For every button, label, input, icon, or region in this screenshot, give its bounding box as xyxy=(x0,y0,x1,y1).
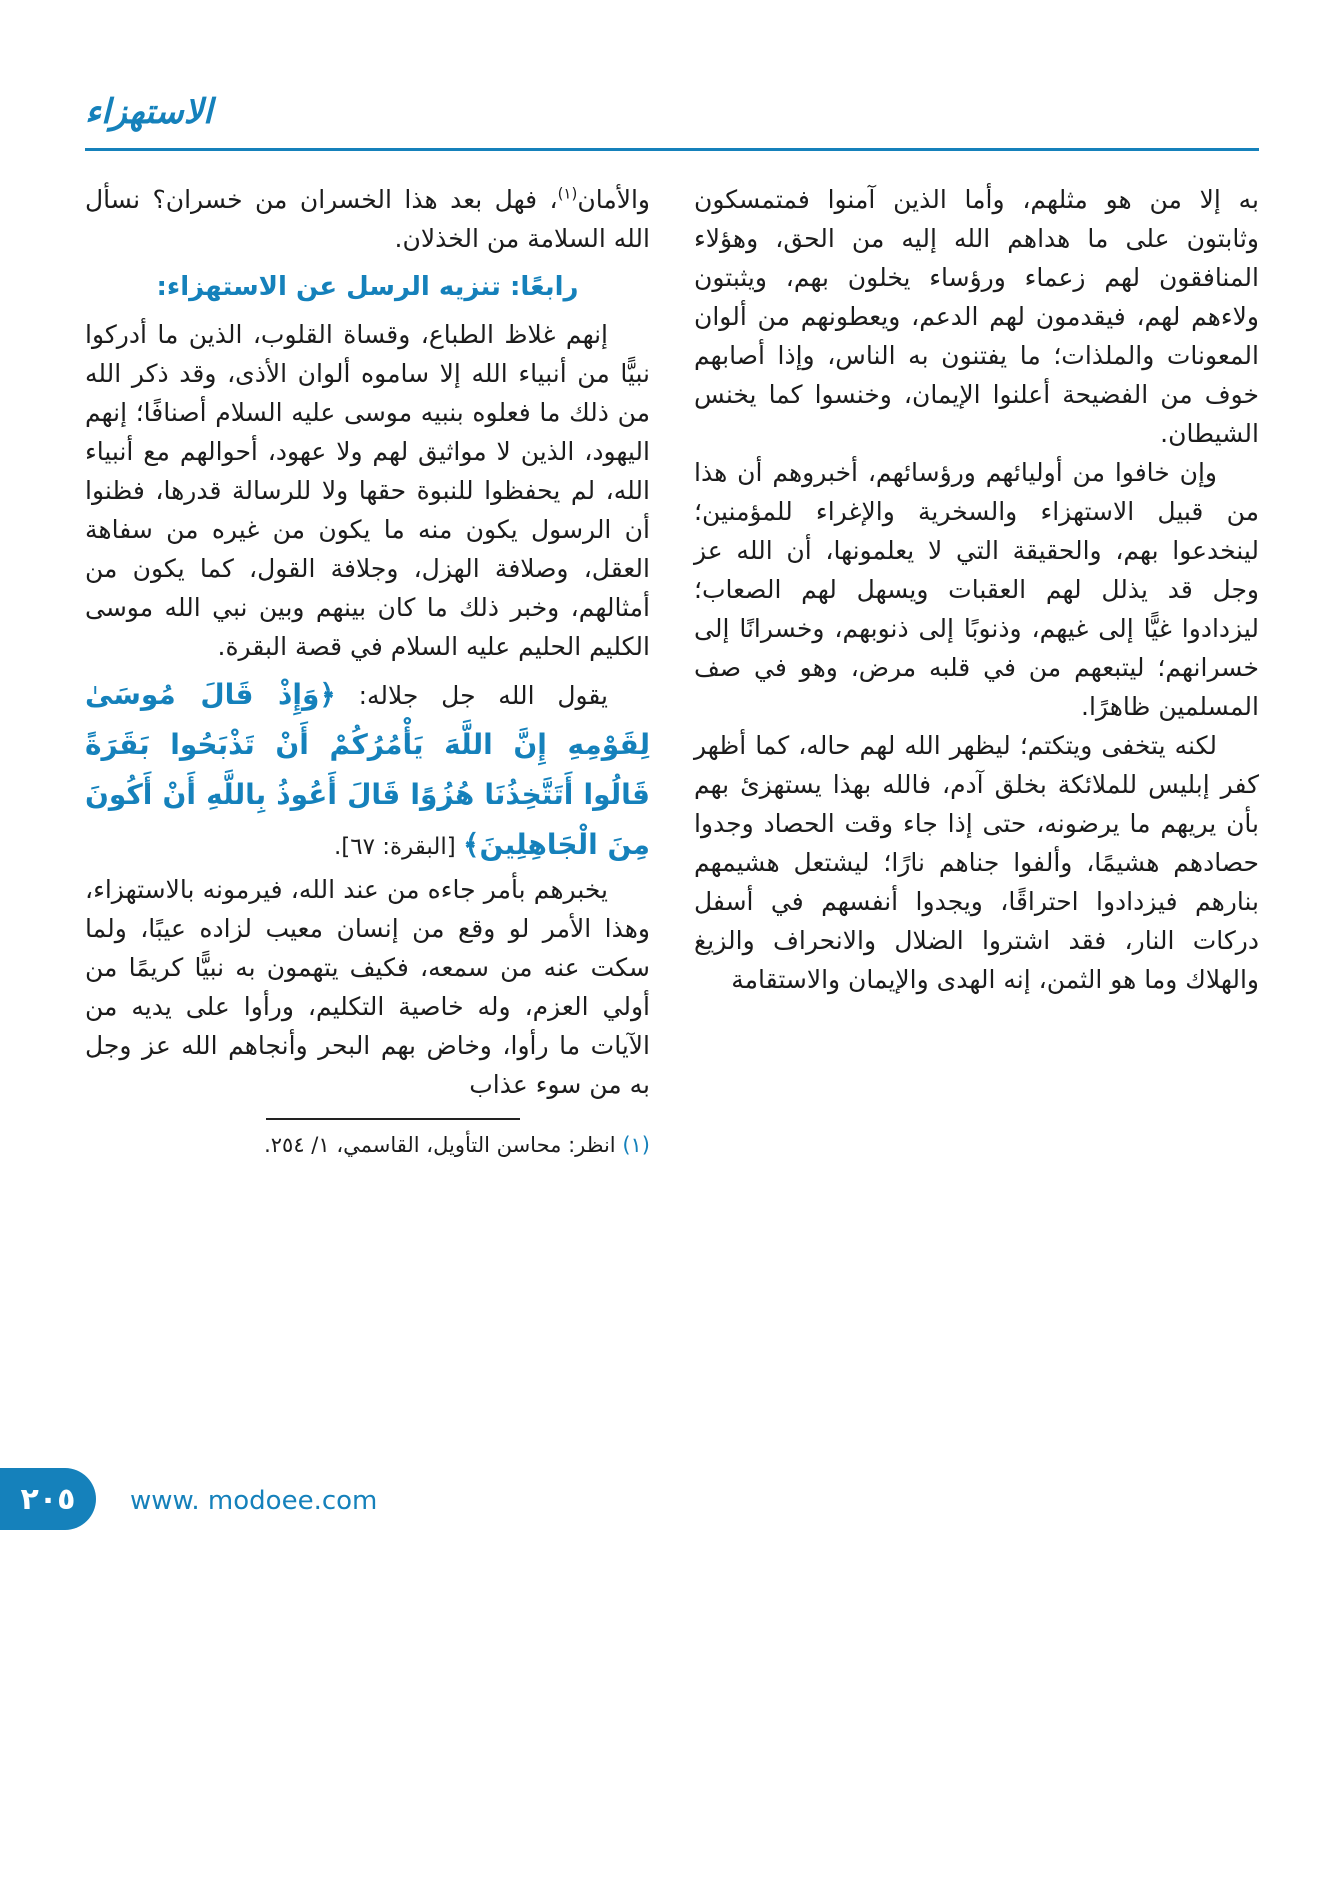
verse-intro: يقول الله جل جلاله: xyxy=(335,681,608,710)
left-paragraph-3: يخبرهم بأمر جاءه من عند الله، فيرمونه بالاستهزاء، وهذا الأمر لو وقع من إنسان معيب لزاده عيبًا، ولما سكت عنه من سمعه، فكيف يتهمون به نبيًّا كريمًا من أولي العزم، وله خاصية التكليم، ورأوا على يديه من الآيات ما رأوا، وخاض بهم البحر وأنجاهم الله عز وجل به من سوء عذاب xyxy=(85,875,650,1099)
quran-verse-text: ﴿وَإِذْ قَالَ مُوسَىٰ لِقَوْمِهِ إِنَّ اللَّهَ يَأْمُرُكُمْ أَنْ تَذْبَحُوا بَقَرَةً قَالُوا أَتَتَّخِذُنَا هُزُوًا قَالَ أَعُوذُ بِاللَّهِ أَنْ أَكُونَ مِنَ الْجَاهِلِينَ﴾ xyxy=(85,678,650,861)
left-paragraph-1-start: والأمان xyxy=(577,185,650,214)
column-left xyxy=(85,180,650,1160)
verse-reference: [البقرة: ٦٧]. xyxy=(333,834,464,860)
page-number: ٢٠٥ xyxy=(20,1481,76,1517)
website-text: www. modoee.com xyxy=(130,1486,378,1516)
quran-verse-paragraph xyxy=(85,670,650,870)
footnote xyxy=(85,1130,650,1160)
column-right xyxy=(694,180,1259,1160)
page-header-title: الاستهزاء xyxy=(85,92,213,132)
footnote-separator xyxy=(266,1118,520,1120)
header-rule xyxy=(85,148,1259,151)
page-number-tab xyxy=(0,1468,96,1530)
content-columns xyxy=(85,180,1259,1160)
right-paragraph-1: به إلا من هو مثلهم، وأما الذين آمنوا فمتمسكون وثابتون على ما هداهم الله إليه من الحق، وهؤلاء المنافقون لهم زعماء ورؤساء يخلون بهم، ويثبتون ولاءهم لهم، فيقدمون لهم الدعم، ويعطونهم من ألوان المعونات والملذات؛ ما يفتنون به الناس، وإذا أصابهم خوف من الفضيحة أعلنوا الإيمان، وخنسوا كما يخنس الشيطان. xyxy=(694,185,1259,448)
footnote-marker: (١) xyxy=(615,1133,650,1157)
footnote-text: انظر: محاسن التأويل، القاسمي، ١/ ٢٥٤. xyxy=(264,1133,616,1157)
left-paragraph-2: إنهم غلاظ الطباع، وقساة القلوب، الذين ما أدركوا نبيًّا من أنبياء الله إلا ساموه ألوان الأذى، وقد ذكر الله من ذلك ما فعلوه بنبيه موسى عليه السلام أصنافًا؛ إنهم اليهود، الذين لا مواثيق لهم ولا عهود، أحوالهم مع أنبياء الله، لم يحفظوا للنبوة حقها ولا للرسالة قدرها، فظنوا أن الرسول يكون منه ما يكون من غيره من سفاهة العقل، وصلافة الهزل، وجلافة القول، كما يكون من أمثالهم، وخبر ذلك ما كان بينهم وبين نبي الله موسى الكليم الحليم عليه السلام في قصة البقرة. xyxy=(85,320,650,661)
left-paragraph-1 xyxy=(85,180,650,258)
left-paragraph-1-end: ، فهل بعد هذا الخسران من خسران؟ نسأل الله السلامة من الخذلان. xyxy=(85,185,650,253)
section-heading: رابعًا: تنزيه الرسل عن الاستهزاء: xyxy=(156,272,579,302)
right-paragraph-3: لكنه يتخفى ويتكتم؛ ليظهر الله لهم حاله، كما أظهر كفر إبليس للملائكة بخلق آدم، فالله بهذا يستهزئ بهم بأن يريهم ما يرضونه، حتى إذا جاء وقت الحصاد وجدوا حصادهم هشيمًا، وألفوا جناهم نارًا؛ ليشتعل هشيمهم بنارهم فيزدادوا احتراقًا، ويجدوا أنفسهم في أسفل دركات النار، فقد اشتروا الضلال والانحراف والزيغ والهلاك وما هو الثمن، إنه الهدى والإيمان والاستقامة xyxy=(694,731,1259,994)
footnote-reference-marker: (١) xyxy=(557,184,578,203)
right-paragraph-2: وإن خافوا من أوليائهم ورؤسائهم، أخبروهم أن هذا من قبيل الاستهزاء والسخرية والإغراء للمؤمنين؛ لينخدعوا بهم، والحقيقة التي لا يعلمونها، أن الله عز وجل قد يذلل لهم العقبات ويسهل لهم الصعاب؛ ليزدادوا غيًّا إلى غيهم، وذنوبًا إلى ذنوبهم، وخسرانًا إلى خسرانهم؛ ليتبعهم من في قلبه مرض، وهو في صف المسلمين ظاهرًا. xyxy=(694,458,1259,721)
